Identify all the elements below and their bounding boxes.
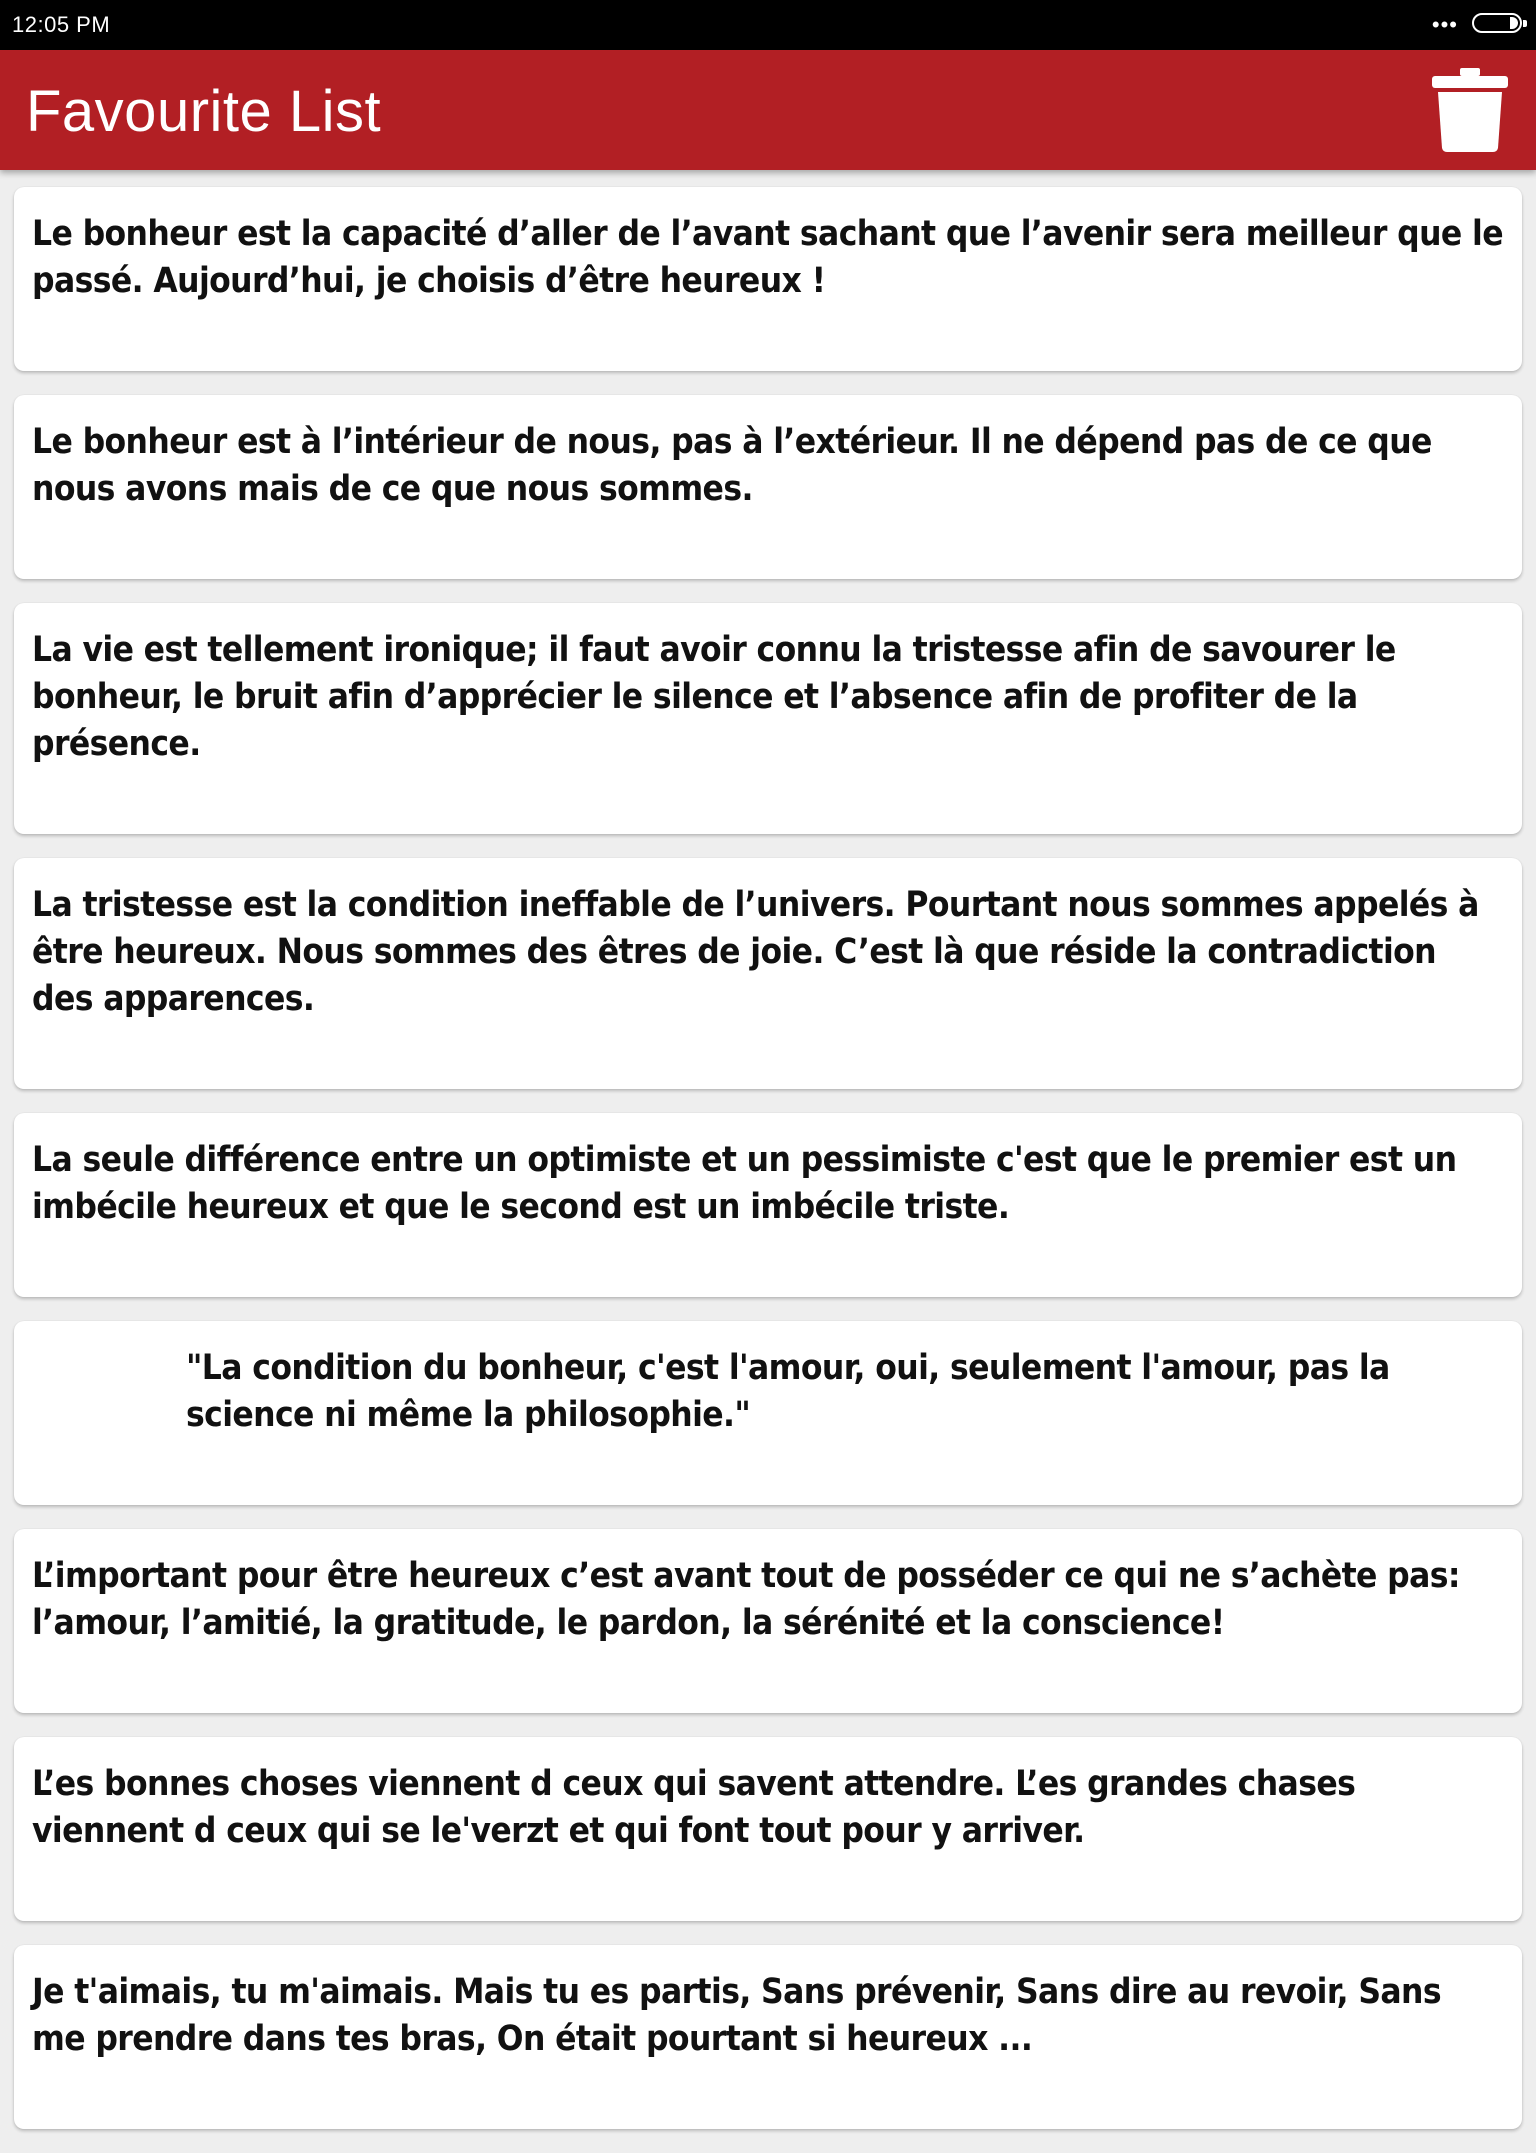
list-item[interactable]	[14, 1321, 1522, 1505]
list-item[interactable]	[14, 395, 1522, 579]
app-bar	[0, 50, 1536, 170]
quote-text: La tristesse est la condition ineffable de l’univers. Pourtant nous sommes appelés à être heureux. Nous sommes des êtres de joie. C’est là que réside la contradiction des apparences.	[32, 885, 1479, 1019]
quote-text: "La condition du bonheur, c'est l'amour, oui, seulement l'amour, pas la science ni même la philosophie."	[186, 1348, 1390, 1435]
quote-text: La vie est tellement ironique; il faut avoir connu la tristesse afin de savourer le bonheur, le bruit afin d’apprécier le silence et l’absence afin de profiter de la présence.	[32, 630, 1396, 764]
status-time: 12:05 PM	[12, 12, 111, 37]
delete-all-button[interactable]	[1428, 66, 1512, 154]
list-item[interactable]	[14, 1737, 1522, 1921]
quote-text: L’es bonnes choses viennent d ceux qui savent attendre. L’es grandes chases viennent d ceux qui se le'verzt et qui font tout pour y arriver.	[32, 1764, 1356, 1851]
status-bar	[0, 0, 1536, 50]
list-item[interactable]	[14, 1945, 1522, 2129]
list-item[interactable]	[14, 858, 1522, 1089]
quote-text: Le bonheur est la capacité d’aller de l’avant sachant que l’avenir sera meilleur que le passé. Aujourd’hui, je choisis d’être heureux !	[32, 214, 1503, 301]
list-item[interactable]	[14, 1113, 1522, 1297]
list-item[interactable]	[14, 187, 1522, 371]
favourite-list	[14, 187, 1522, 2153]
quote-text: La seule différence entre un optimiste et un pessimiste c'est que le premier est un imbécile heureux et que le second est un imbécile triste.	[32, 1140, 1457, 1227]
page-title: Favourite List	[26, 79, 382, 144]
quote-text: L’important pour être heureux c’est avant tout de posséder ce qui ne s’achète pas: l’amour, l’amitié, la gratitude, le pardon, la sérénité et la conscience!	[32, 1556, 1460, 1643]
battery-icon	[1472, 13, 1522, 33]
list-item[interactable]	[14, 1529, 1522, 1713]
trash-icon	[1428, 66, 1512, 154]
quote-text: Le bonheur est à l’intérieur de nous, pas à l’extérieur. Il ne dépend pas de ce que nous avons mais de ce que nous sommes.	[32, 422, 1432, 509]
more-dots-icon: •••	[1431, 12, 1458, 37]
status-icons	[1431, 12, 1522, 37]
list-item[interactable]	[14, 603, 1522, 834]
quote-text: Je t'aimais, tu m'aimais. Mais tu es partis, Sans prévenir, Sans dire au revoir, Sans me prendre dans tes bras, On était pourtant si heureux ...	[32, 1972, 1442, 2059]
